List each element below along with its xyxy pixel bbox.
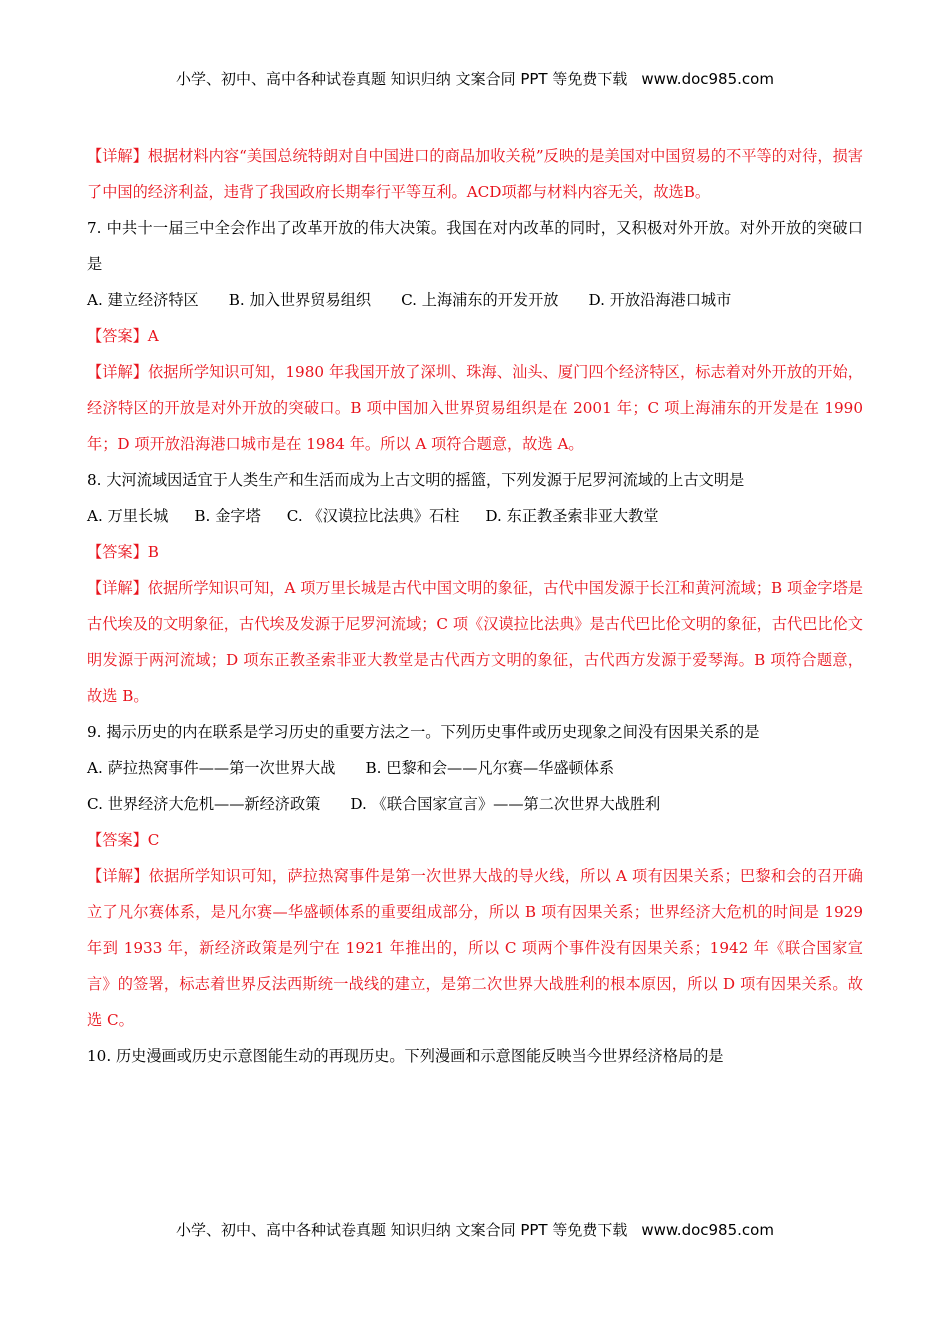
question-7-answer: 【答案】A (87, 327, 159, 345)
question-8-options (87, 498, 863, 534)
question-8-analysis: 【详解】依据所学知识可知，A 项万里长城是古代中国文明的象征，古代中国发源于长江和黄河流域；B 项金字塔是古代埃及的文明象征，古代埃及发源于尼罗河流域；C 项《汉谟拉比法典》是古代巴比伦文明的象征，古代巴比伦文明发源于两河流域；D 项东正教圣索非亚大教堂是古代西方文明的象征，古代西方发源于爱琴海。B 项符合题意，故选 B。 (87, 579, 863, 705)
footer-text: 小学、初中、高中各种试卷真题 知识归纳 文案合同 PPT 等免费下载 (176, 1221, 628, 1239)
option-a: A. 建立经济特区 (87, 291, 199, 309)
document-body (87, 138, 863, 1074)
question-9-options-row-1 (87, 750, 863, 786)
question-7-options (87, 282, 863, 318)
question-7-analysis: 【详解】依据所学知识可知，1980 年我国开放了深圳、珠海、汕头、厦门四个经济特区，标志着对外开放的开始，经济特区的开放是对外开放的突破口。B 项中国加入世界贸易组织是在 2001 年；C 项上海浦东的开发是在 1990 年；D 项开放沿海港口城市是在 1984 年。所以 A 项符合题意，故选 A。 (87, 363, 863, 453)
question-9-analysis: 【详解】依据所学知识可知，萨拉热窝事件是第一次世界大战的导火线，所以 A 项有因果关系；巴黎和会的召开确立了凡尔赛体系，是凡尔赛—华盛顿体系的重要组成部分，所以 B 项有因果关系；世界经济大危机的时间是 1929 年到 1933 年，新经济政策是列宁在 1921 年推出的，所以 C 项两个事件没有因果关系；1942 年《联合国家宣言》的签署，标志着世界反法西斯统一战线的建立，是第二次世界大战胜利的根本原因，所以 D 项有因果关系。故选 C。 (87, 867, 863, 1029)
question-9-stem: 9. 揭示历史的内在联系是学习历史的重要方法之一。下列历史事件或历史现象之间没有因果关系的是 (87, 723, 760, 741)
header-text: 小学、初中、高中各种试卷真题 知识归纳 文案合同 PPT 等免费下载 (176, 70, 628, 88)
header-url[interactable]: www.doc985.com (641, 70, 774, 88)
question-7-stem: 7. 中共十一届三中全会作出了改革开放的伟大决策。我国在对内改革的同时，又积极对外开放。对外开放的突破口是 (87, 219, 863, 273)
option-d: D. 东正教圣索非亚大教堂 (485, 507, 659, 525)
question-8-answer: 【答案】B (87, 543, 159, 561)
option-b: B. 金字塔 (194, 507, 261, 525)
option-a: A. 萨拉热窝事件——第一次世界大战 (87, 759, 336, 777)
page-footer (0, 1219, 950, 1240)
option-b: B. 巴黎和会——凡尔赛—华盛顿体系 (365, 759, 615, 777)
option-a: A. 万里长城 (87, 507, 169, 525)
footer-url[interactable]: www.doc985.com (641, 1221, 774, 1239)
option-b: B. 加入世界贸易组织 (228, 291, 372, 309)
option-c: C. 世界经济大危机——新经济政策 (87, 795, 321, 813)
page-header (0, 68, 950, 89)
option-c: C. 《汉谟拉比法典》石柱 (286, 507, 460, 525)
question-9-options-row-2 (87, 786, 863, 822)
question-8-stem: 8. 大河流域因适宜于人类生产和生活而成为上古文明的摇篮，下列发源于尼罗河流域的上古文明是 (87, 471, 745, 489)
option-d: D. 开放沿海港口城市 (588, 291, 732, 309)
option-c: C. 上海浦东的开发开放 (401, 291, 559, 309)
question-10-stem: 10. 历史漫画或历史示意图能生动的再现历史。下列漫画和示意图能反映当今世界经济格局的是 (87, 1047, 724, 1065)
prev-analysis: 【详解】根据材料内容“美国总统特朗对自中国进口的商品加收关税”反映的是美国对中国贸易的不平等的对待，损害了中国的经济利益，违背了我国政府长期奉行平等互利。ACD项都与材料内容无关，故选B。 (87, 147, 863, 201)
question-9-answer: 【答案】C (87, 831, 160, 849)
option-d: D. 《联合国家宣言》——第二次世界大战胜利 (350, 795, 661, 813)
